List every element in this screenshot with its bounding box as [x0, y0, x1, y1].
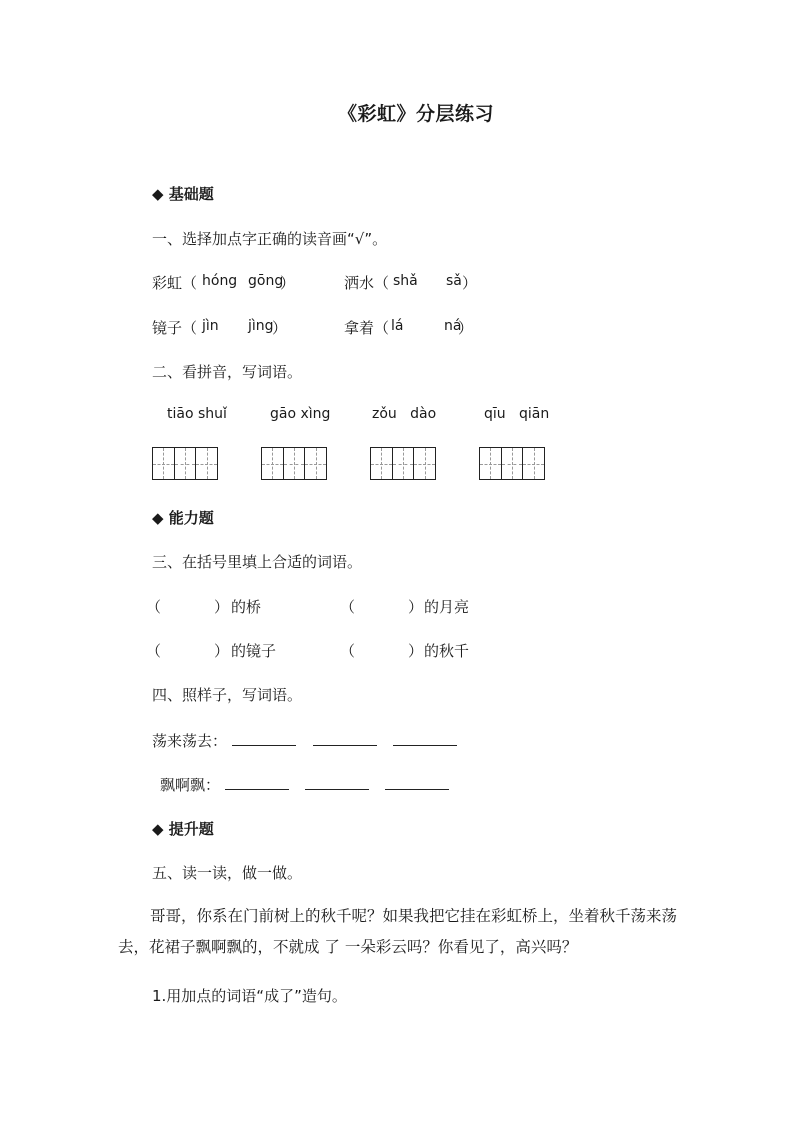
question-5-prompt: 五、读一读，做一做。	[152, 864, 303, 882]
q3-item-text: 的秋千	[424, 642, 470, 660]
q1-option-a: shǎ	[393, 273, 418, 289]
open-paren: （	[340, 598, 356, 616]
q1-option-b: jìng	[248, 318, 274, 334]
writing-grid-2[interactable]	[261, 447, 327, 480]
section-heading-advanced: ◆ 提升题	[152, 820, 214, 838]
answer-line[interactable]	[305, 789, 369, 790]
q1-item-word: 彩虹（	[152, 274, 198, 292]
answer-line[interactable]	[393, 745, 457, 746]
answer-line[interactable]	[232, 745, 296, 746]
answer-line[interactable]	[385, 789, 449, 790]
q1-option-b: gōng	[248, 273, 284, 289]
answer-line[interactable]	[225, 789, 289, 790]
section-heading-basic: ◆ 基础题	[152, 185, 214, 203]
pinyin-4: qīu qiān	[484, 406, 550, 422]
q4-example-1: 荡来荡去：	[152, 732, 228, 750]
q1-item-close: ）	[280, 274, 296, 292]
close-paren: ）	[214, 642, 230, 660]
q3-item-text: 的月亮	[424, 598, 470, 616]
q4-example-2: 飘啊飘：	[160, 776, 221, 794]
open-paren: （	[340, 642, 356, 660]
question-2-prompt: 二、看拼音，写词语。	[152, 363, 303, 381]
close-paren: ）	[408, 598, 424, 616]
close-paren: ）	[214, 598, 230, 616]
q1-item-word: 镜子（	[152, 319, 198, 337]
question-4-prompt: 四、照样子，写词语。	[152, 686, 303, 704]
section-heading-ability: ◆ 能力题	[152, 509, 214, 527]
q3-item-text: 的镜子	[231, 642, 277, 660]
question-3-prompt: 三、在括号里填上合适的词语。	[152, 553, 363, 571]
page-title: 《彩虹》分层练习	[338, 103, 495, 125]
q1-item-close: ）	[272, 319, 288, 337]
q1-option-b: sǎ	[446, 273, 462, 289]
q1-option-a: jìn	[202, 318, 219, 334]
writing-grid-1[interactable]	[152, 447, 218, 480]
q1-item-close: ）	[458, 319, 474, 337]
q1-option-a: hóng	[202, 273, 238, 289]
reading-passage: 哥哥，你系在门前树上的秋千呢？如果我把它挂在彩虹桥上，坐着秋千荡来荡去，花裙子飘啊飘的，不就成 了 一朵彩云吗？你看见了，高兴吗？	[118, 907, 678, 956]
question-5-sub-1: 1.用加点的词语“成了”造句。	[152, 987, 347, 1005]
question-1-prompt: 一、选择加点字正确的读音画“√”。	[152, 230, 388, 248]
q1-item-word: 洒水（	[344, 274, 390, 292]
open-paren: （	[146, 642, 162, 660]
q3-item-text: 的桥	[231, 598, 262, 616]
pinyin-2: gāo xìng	[270, 406, 331, 422]
q1-option-a: lá	[391, 318, 404, 334]
q1-item-close: ）	[462, 274, 478, 292]
pinyin-1: tiāo shuǐ	[167, 406, 227, 422]
writing-grid-3[interactable]	[370, 447, 436, 480]
open-paren: （	[146, 598, 162, 616]
pinyin-3: zǒu dào	[372, 406, 437, 422]
q1-item-word: 拿着（	[344, 319, 390, 337]
q1-option-b: ná	[444, 318, 462, 334]
close-paren: ）	[408, 642, 424, 660]
answer-line[interactable]	[313, 745, 377, 746]
writing-grid-4[interactable]	[479, 447, 545, 480]
